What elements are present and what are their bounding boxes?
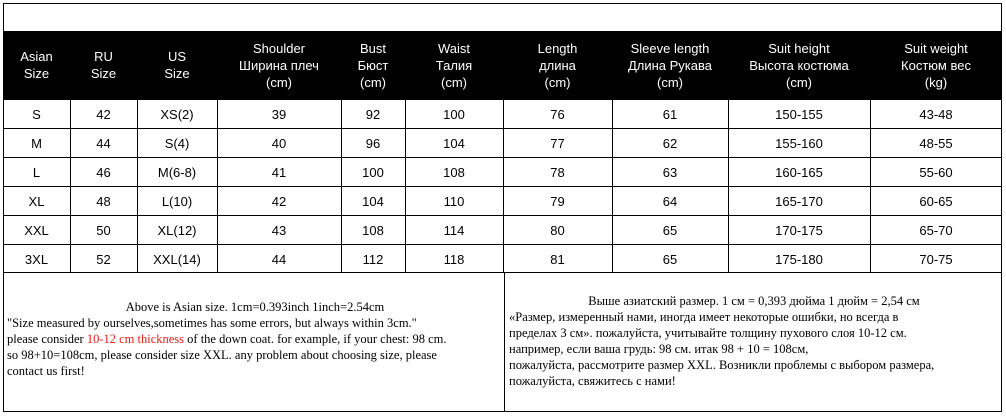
header-ru-size: RU Size xyxy=(90,49,117,81)
cell-suit-weight: 60-65 xyxy=(919,193,953,209)
cell-asian-size: XXL xyxy=(24,222,49,238)
cell-length: 81 xyxy=(550,251,565,267)
cell-us-size: M(6-8) xyxy=(157,164,197,180)
cell-asian-size: 3XL xyxy=(24,251,49,267)
column-divider xyxy=(70,99,71,273)
cell-waist: 100 xyxy=(443,106,465,122)
note-en-line: contact us first! xyxy=(7,364,85,378)
note-ru-line: Выше азиатский размер. 1 см = 0,393 дюйма 1 дюйм = 2,54 см xyxy=(588,294,920,308)
column-divider xyxy=(870,99,871,273)
cell-shoulder: 44 xyxy=(271,251,287,267)
note-en-highlight: 10-12 cm thickness xyxy=(86,332,185,346)
cell-us-size: XXL(14) xyxy=(153,251,201,267)
cell-sleeve-length: 61 xyxy=(662,106,678,122)
note-ru-line: «Размер, измеренный нами, иногда имеет некоторые ошибки, но всегда в xyxy=(509,310,899,324)
notes-divider xyxy=(504,273,505,411)
cell-sleeve-length: 63 xyxy=(662,164,678,180)
cell-suit-height: 150-155 xyxy=(775,106,823,122)
header-bust: Bust Бюст (cm) xyxy=(357,40,389,90)
cell-us-size: XS(2) xyxy=(160,106,194,122)
size-notes xyxy=(3,272,1002,412)
cell-suit-weight: 70-75 xyxy=(919,251,953,267)
cell-sleeve-length: 64 xyxy=(662,193,678,209)
cell-shoulder: 42 xyxy=(271,193,287,209)
cell-asian-size: XL xyxy=(28,193,45,209)
cell-ru-size: 44 xyxy=(96,135,111,151)
header-suit-weight: Suit weight Костюм вес (kg) xyxy=(901,40,971,90)
notes-russian xyxy=(509,293,999,389)
cell-length: 79 xyxy=(550,193,565,209)
cell-length: 78 xyxy=(550,164,565,180)
cell-us-size: L(10) xyxy=(161,193,193,209)
cell-us-size: S(4) xyxy=(164,135,190,151)
cell-waist: 110 xyxy=(443,193,465,209)
cell-asian-size: M xyxy=(31,135,42,151)
cell-waist: 118 xyxy=(443,251,465,267)
cell-waist: 108 xyxy=(443,164,465,180)
cell-suit-height: 175-180 xyxy=(775,251,823,267)
cell-bust: 108 xyxy=(362,222,384,238)
cell-bust: 92 xyxy=(365,106,381,122)
note-ru-line: пожалуйста, свяжитесь с нами! xyxy=(509,374,676,388)
cell-bust: 104 xyxy=(362,193,384,209)
cell-ru-size: 46 xyxy=(96,164,111,180)
cell-shoulder: 43 xyxy=(271,222,287,238)
cell-length: 80 xyxy=(550,222,565,238)
cell-asian-size: L xyxy=(32,164,41,180)
cell-ru-size: 50 xyxy=(96,222,111,238)
cell-shoulder: 39 xyxy=(271,106,287,122)
column-divider xyxy=(405,99,406,273)
cell-suit-weight: 55-60 xyxy=(919,164,953,180)
column-divider xyxy=(728,99,729,273)
note-ru-line: например, если ваша грудь: 98 см. итак 98 + 10 = 108см, xyxy=(509,342,809,356)
cell-sleeve-length: 65 xyxy=(662,222,678,238)
note-ru-line: пожалуйста, рассмотрите размер XXL. Возникли проблемы с выбором размера, xyxy=(509,358,935,372)
cell-waist: 104 xyxy=(443,135,465,151)
header-asian-size: Asian Size xyxy=(20,49,53,81)
cell-bust: 100 xyxy=(362,164,384,180)
note-en-line xyxy=(7,331,503,347)
cell-suit-weight: 43-48 xyxy=(919,106,953,122)
notes-english xyxy=(7,299,503,379)
cell-asian-size: S xyxy=(32,106,41,122)
column-divider xyxy=(341,99,342,273)
cell-waist: 114 xyxy=(443,222,465,238)
note-ru-line: пределах 3 см». пожалуйста, учитывайте толщину пухового слоя 10-12 см. xyxy=(509,326,907,340)
cell-sleeve-length: 62 xyxy=(662,135,678,151)
note-en-line: so 98+10=108cm, please consider size XXL. any problem about choosing size, please xyxy=(7,348,437,362)
column-divider xyxy=(503,99,504,273)
cell-shoulder: 40 xyxy=(271,135,287,151)
cell-ru-size: 52 xyxy=(96,251,111,267)
cell-suit-weight: 65-70 xyxy=(919,222,953,238)
table-header xyxy=(3,31,1002,99)
cell-suit-height: 155-160 xyxy=(775,135,823,151)
note-en-line: Above is Asian size. 1cm=0.393inch 1inch=2.54cm xyxy=(125,300,385,314)
cell-bust: 96 xyxy=(365,135,381,151)
note-en-text: please consider xyxy=(7,332,87,346)
header-waist: Waist Талия (cm) xyxy=(435,40,473,90)
header-length: Length длина (cm) xyxy=(537,40,578,90)
column-divider xyxy=(137,99,138,273)
cell-bust: 112 xyxy=(362,251,384,267)
cell-sleeve-length: 65 xyxy=(662,251,678,267)
note-en-text: of the down coat. for example, if your chest: 98 cm. xyxy=(184,332,447,346)
cell-shoulder: 41 xyxy=(271,164,287,180)
column-divider xyxy=(217,99,218,273)
cell-ru-size: 42 xyxy=(96,106,111,122)
header-suit-height: Suit height Высота костюма (cm) xyxy=(749,40,849,90)
cell-us-size: XL(12) xyxy=(157,222,197,238)
cell-suit-height: 170-175 xyxy=(775,222,823,238)
cell-ru-size: 48 xyxy=(96,193,111,209)
column-divider xyxy=(612,99,613,273)
note-en-line: "Size measured by ourselves,sometimes has some errors, but always within 3cm." xyxy=(7,316,417,330)
header-us-size: US Size xyxy=(164,49,190,81)
header-shoulder: Shoulder Ширина плеч (cm) xyxy=(239,40,319,90)
cell-suit-height: 165-170 xyxy=(775,193,823,209)
cell-suit-height: 160-165 xyxy=(775,164,823,180)
header-sleeve-length: Sleeve length Длина Рукава (cm) xyxy=(627,40,713,90)
cell-length: 77 xyxy=(550,135,565,151)
cell-length: 76 xyxy=(550,106,565,122)
cell-suit-weight: 48-55 xyxy=(919,135,953,151)
